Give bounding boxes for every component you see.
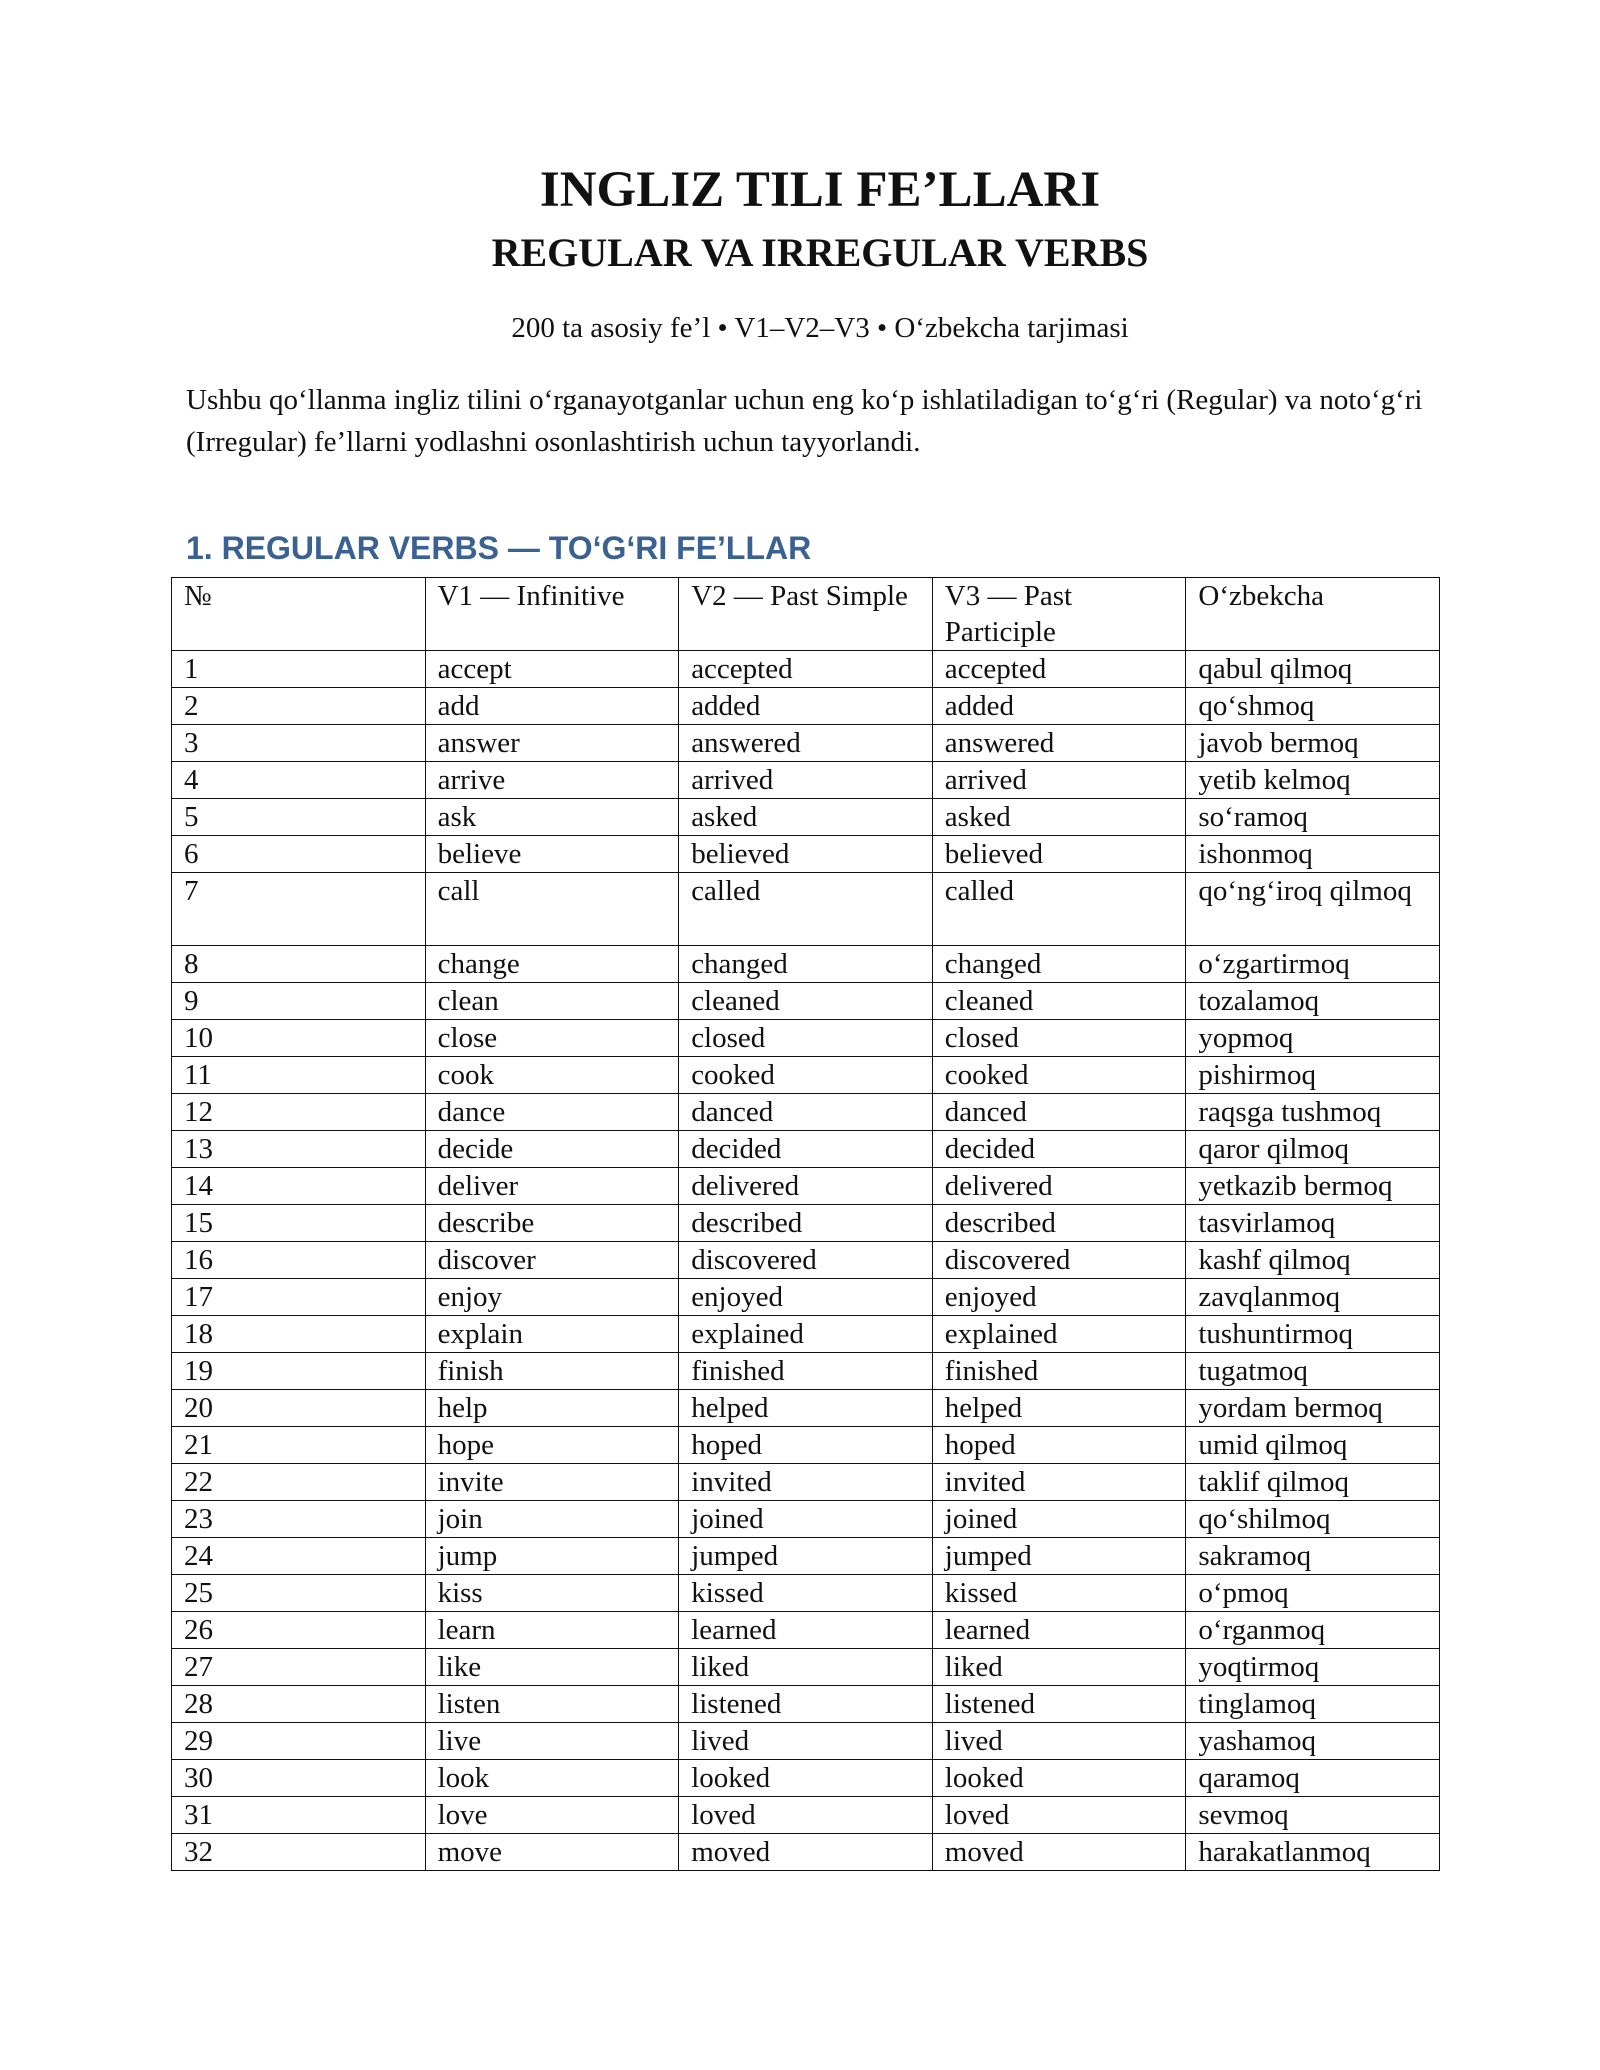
- cell-number: 22: [172, 1464, 426, 1501]
- cell-number: 19: [172, 1353, 426, 1390]
- cell-v3: danced: [932, 1094, 1186, 1131]
- cell-v2: discovered: [679, 1242, 933, 1279]
- cell-v3: learned: [932, 1612, 1186, 1649]
- cell-v3: jumped: [932, 1538, 1186, 1575]
- cell-v3: enjoyed: [932, 1279, 1186, 1316]
- cell-uzbek: umid qilmoq: [1186, 1427, 1440, 1464]
- cell-number: 30: [172, 1760, 426, 1797]
- cell-v3: cooked: [932, 1057, 1186, 1094]
- cell-uzbek: yetkazib bermoq: [1186, 1168, 1440, 1205]
- cell-number: 31: [172, 1797, 426, 1834]
- cell-v2: joined: [679, 1501, 933, 1538]
- cell-uzbek: yopmoq: [1186, 1020, 1440, 1057]
- cell-uzbek: sakramoq: [1186, 1538, 1440, 1575]
- cell-number: 14: [172, 1168, 426, 1205]
- cell-v3: joined: [932, 1501, 1186, 1538]
- cell-v1: accept: [425, 651, 679, 688]
- table-row: [172, 1316, 1440, 1353]
- cell-v1: love: [425, 1797, 679, 1834]
- cell-v3: hoped: [932, 1427, 1186, 1464]
- document-title: INGLIZ TILI FE’LLARI: [539, 162, 1101, 218]
- cell-number: 6: [172, 836, 426, 873]
- cell-v3: called: [932, 873, 1186, 946]
- cell-v2: accepted: [679, 651, 933, 688]
- cell-v3: liked: [932, 1649, 1186, 1686]
- table-row: [172, 1057, 1440, 1094]
- cell-v3: explained: [932, 1316, 1186, 1353]
- cell-number: 2: [172, 688, 426, 725]
- cell-v2: looked: [679, 1760, 933, 1797]
- cell-uzbek: pishirmoq: [1186, 1057, 1440, 1094]
- cell-v3: invited: [932, 1464, 1186, 1501]
- cell-v2: listened: [679, 1686, 933, 1723]
- cell-v3: decided: [932, 1131, 1186, 1168]
- cell-v3: lived: [932, 1723, 1186, 1760]
- cell-v2: believed: [679, 836, 933, 873]
- cell-number: 23: [172, 1501, 426, 1538]
- cell-v1: join: [425, 1501, 679, 1538]
- cell-number: 32: [172, 1834, 426, 1871]
- cell-v1: enjoy: [425, 1279, 679, 1316]
- cell-number: 3: [172, 725, 426, 762]
- header-cell-v2: V2 — Past Simple: [679, 578, 933, 651]
- cell-v2: finished: [679, 1353, 933, 1390]
- table-header: [172, 578, 1440, 651]
- cell-number: 15: [172, 1205, 426, 1242]
- cell-v2: arrived: [679, 762, 933, 799]
- cell-v3: kissed: [932, 1575, 1186, 1612]
- table-row: [172, 1464, 1440, 1501]
- table-row: [172, 1760, 1440, 1797]
- table-row: [172, 1834, 1440, 1871]
- table-row: [172, 1094, 1440, 1131]
- cell-v1: explain: [425, 1316, 679, 1353]
- cell-v3: discovered: [932, 1242, 1186, 1279]
- table-row: [172, 688, 1440, 725]
- table-row: [172, 1020, 1440, 1057]
- cell-v2: learned: [679, 1612, 933, 1649]
- header-cell-v1: V1 — Infinitive: [425, 578, 679, 651]
- cell-v2: enjoyed: [679, 1279, 933, 1316]
- cell-number: 10: [172, 1020, 426, 1057]
- table-row: [172, 1649, 1440, 1686]
- cell-v1: kiss: [425, 1575, 679, 1612]
- cell-uzbek: ishonmoq: [1186, 836, 1440, 873]
- cell-v2: lived: [679, 1723, 933, 1760]
- table-row: [172, 1612, 1440, 1649]
- cell-number: 17: [172, 1279, 426, 1316]
- cell-number: 18: [172, 1316, 426, 1353]
- cell-v1: cook: [425, 1057, 679, 1094]
- cell-v3: cleaned: [932, 983, 1186, 1020]
- cell-uzbek: javob bermoq: [1186, 725, 1440, 762]
- cell-v1: believe: [425, 836, 679, 873]
- cell-uzbek: o‘rganmoq: [1186, 1612, 1440, 1649]
- cell-v1: help: [425, 1390, 679, 1427]
- cell-v1: move: [425, 1834, 679, 1871]
- header-cell-v3: V3 — Past Participle: [932, 578, 1186, 651]
- table-row: [172, 725, 1440, 762]
- cell-uzbek: yordam bermoq: [1186, 1390, 1440, 1427]
- table-row: [172, 1390, 1440, 1427]
- cell-uzbek: yetib kelmoq: [1186, 762, 1440, 799]
- cell-number: 20: [172, 1390, 426, 1427]
- cell-uzbek: harakatlanmoq: [1186, 1834, 1440, 1871]
- table-header-row: [172, 578, 1440, 651]
- cell-uzbek: so‘ramoq: [1186, 799, 1440, 836]
- cell-v2: danced: [679, 1094, 933, 1131]
- cell-v1: invite: [425, 1464, 679, 1501]
- cell-v1: hope: [425, 1427, 679, 1464]
- cell-v2: helped: [679, 1390, 933, 1427]
- document-tagline: 200 ta asosiy fe’l • V1–V2–V3 • O‘zbekcha tarjimasi: [511, 312, 1129, 344]
- regular-verbs-table: [171, 577, 1440, 1871]
- cell-v1: call: [425, 873, 679, 946]
- cell-v3: described: [932, 1205, 1186, 1242]
- cell-uzbek: taklif qilmoq: [1186, 1464, 1440, 1501]
- cell-number: 13: [172, 1131, 426, 1168]
- cell-v1: ask: [425, 799, 679, 836]
- cell-v2: hoped: [679, 1427, 933, 1464]
- cell-uzbek: tinglamoq: [1186, 1686, 1440, 1723]
- cell-v1: listen: [425, 1686, 679, 1723]
- table-row: [172, 1575, 1440, 1612]
- table-row: [172, 1723, 1440, 1760]
- cell-uzbek: qo‘shilmoq: [1186, 1501, 1440, 1538]
- cell-uzbek: yashamoq: [1186, 1723, 1440, 1760]
- cell-v1: add: [425, 688, 679, 725]
- cell-number: 9: [172, 983, 426, 1020]
- cell-uzbek: yoqtirmoq: [1186, 1649, 1440, 1686]
- cell-v3: asked: [932, 799, 1186, 836]
- cell-v2: invited: [679, 1464, 933, 1501]
- table-row: [172, 1797, 1440, 1834]
- cell-v3: believed: [932, 836, 1186, 873]
- cell-v3: listened: [932, 1686, 1186, 1723]
- table-row: [172, 983, 1440, 1020]
- table-row: [172, 762, 1440, 799]
- cell-v2: decided: [679, 1131, 933, 1168]
- cell-v3: delivered: [932, 1168, 1186, 1205]
- cell-v1: change: [425, 946, 679, 983]
- cell-number: 21: [172, 1427, 426, 1464]
- cell-uzbek: qabul qilmoq: [1186, 651, 1440, 688]
- cell-uzbek: qo‘shmoq: [1186, 688, 1440, 725]
- cell-v1: jump: [425, 1538, 679, 1575]
- cell-uzbek: qo‘ng‘iroq qilmoq: [1186, 873, 1440, 946]
- document-subtitle: REGULAR VA IRREGULAR VERBS: [491, 230, 1149, 275]
- cell-v3: finished: [932, 1353, 1186, 1390]
- cell-v2: kissed: [679, 1575, 933, 1612]
- cell-v3: looked: [932, 1760, 1186, 1797]
- table-body: [172, 651, 1440, 1871]
- cell-v2: answered: [679, 725, 933, 762]
- header-cell-number: №: [172, 578, 426, 651]
- cell-number: 29: [172, 1723, 426, 1760]
- cell-uzbek: qaror qilmoq: [1186, 1131, 1440, 1168]
- intro-paragraph: Ushbu qo‘llanma ingliz tilini o‘rganayotganlar uchun eng ko‘p ishlatiladigan to‘g‘ri (Regular) va noto‘g‘ri (Irregular) fe’llarni yodlashni osonlashtirish uchun tayyorlandi.: [186, 384, 1423, 458]
- cell-number: 27: [172, 1649, 426, 1686]
- table-row: [172, 651, 1440, 688]
- cell-v1: like: [425, 1649, 679, 1686]
- section-heading: 1. REGULAR VERBS — TO‘G‘RI FE’LLAR: [186, 530, 812, 566]
- cell-v2: jumped: [679, 1538, 933, 1575]
- table-row: [172, 1242, 1440, 1279]
- table-row: [172, 1501, 1440, 1538]
- cell-v3: changed: [932, 946, 1186, 983]
- table-row: [172, 1279, 1440, 1316]
- table-row: [172, 1353, 1440, 1390]
- table-row: [172, 1205, 1440, 1242]
- cell-v3: answered: [932, 725, 1186, 762]
- cell-v3: accepted: [932, 651, 1186, 688]
- cell-v1: deliver: [425, 1168, 679, 1205]
- cell-v2: liked: [679, 1649, 933, 1686]
- cell-v3: added: [932, 688, 1186, 725]
- cell-v1: clean: [425, 983, 679, 1020]
- table-row: [172, 1427, 1440, 1464]
- cell-number: 7: [172, 873, 426, 946]
- cell-number: 4: [172, 762, 426, 799]
- table-row: [172, 1538, 1440, 1575]
- cell-v1: close: [425, 1020, 679, 1057]
- cell-number: 12: [172, 1094, 426, 1131]
- cell-v2: closed: [679, 1020, 933, 1057]
- cell-uzbek: raqsga tushmoq: [1186, 1094, 1440, 1131]
- table-row: [172, 873, 1440, 946]
- cell-v1: dance: [425, 1094, 679, 1131]
- cell-number: 5: [172, 799, 426, 836]
- cell-uzbek: qaramoq: [1186, 1760, 1440, 1797]
- cell-v2: described: [679, 1205, 933, 1242]
- cell-v1: finish: [425, 1353, 679, 1390]
- cell-number: 25: [172, 1575, 426, 1612]
- cell-v2: asked: [679, 799, 933, 836]
- cell-number: 1: [172, 651, 426, 688]
- header-cell-uzbek: O‘zbekcha: [1186, 578, 1440, 651]
- table-row: [172, 836, 1440, 873]
- cell-uzbek: zavqlanmoq: [1186, 1279, 1440, 1316]
- cell-v1: live: [425, 1723, 679, 1760]
- cell-number: 11: [172, 1057, 426, 1094]
- cell-uzbek: tugatmoq: [1186, 1353, 1440, 1390]
- cell-v1: decide: [425, 1131, 679, 1168]
- cell-v1: discover: [425, 1242, 679, 1279]
- cell-v2: explained: [679, 1316, 933, 1353]
- cell-v3: loved: [932, 1797, 1186, 1834]
- cell-v3: moved: [932, 1834, 1186, 1871]
- cell-v3: helped: [932, 1390, 1186, 1427]
- table-row: [172, 1168, 1440, 1205]
- cell-v2: moved: [679, 1834, 933, 1871]
- cell-uzbek: o‘pmoq: [1186, 1575, 1440, 1612]
- cell-uzbek: sevmoq: [1186, 1797, 1440, 1834]
- cell-uzbek: kashf qilmoq: [1186, 1242, 1440, 1279]
- cell-uzbek: tozalamoq: [1186, 983, 1440, 1020]
- cell-v2: added: [679, 688, 933, 725]
- table-row: [172, 946, 1440, 983]
- cell-number: 28: [172, 1686, 426, 1723]
- table-row: [172, 1131, 1440, 1168]
- cell-v2: loved: [679, 1797, 933, 1834]
- cell-v2: delivered: [679, 1168, 933, 1205]
- cell-v3: closed: [932, 1020, 1186, 1057]
- cell-v1: look: [425, 1760, 679, 1797]
- cell-v3: arrived: [932, 762, 1186, 799]
- cell-v1: learn: [425, 1612, 679, 1649]
- cell-v2: cleaned: [679, 983, 933, 1020]
- cell-v2: called: [679, 873, 933, 946]
- cell-number: 26: [172, 1612, 426, 1649]
- table-row: [172, 799, 1440, 836]
- cell-v2: cooked: [679, 1057, 933, 1094]
- cell-uzbek: tasvirlamoq: [1186, 1205, 1440, 1242]
- cell-v1: answer: [425, 725, 679, 762]
- cell-uzbek: o‘zgartirmoq: [1186, 946, 1440, 983]
- cell-uzbek: tushuntirmoq: [1186, 1316, 1440, 1353]
- cell-v1: describe: [425, 1205, 679, 1242]
- table-row: [172, 1686, 1440, 1723]
- cell-number: 16: [172, 1242, 426, 1279]
- cell-v1: arrive: [425, 762, 679, 799]
- cell-number: 24: [172, 1538, 426, 1575]
- cell-v2: changed: [679, 946, 933, 983]
- cell-number: 8: [172, 946, 426, 983]
